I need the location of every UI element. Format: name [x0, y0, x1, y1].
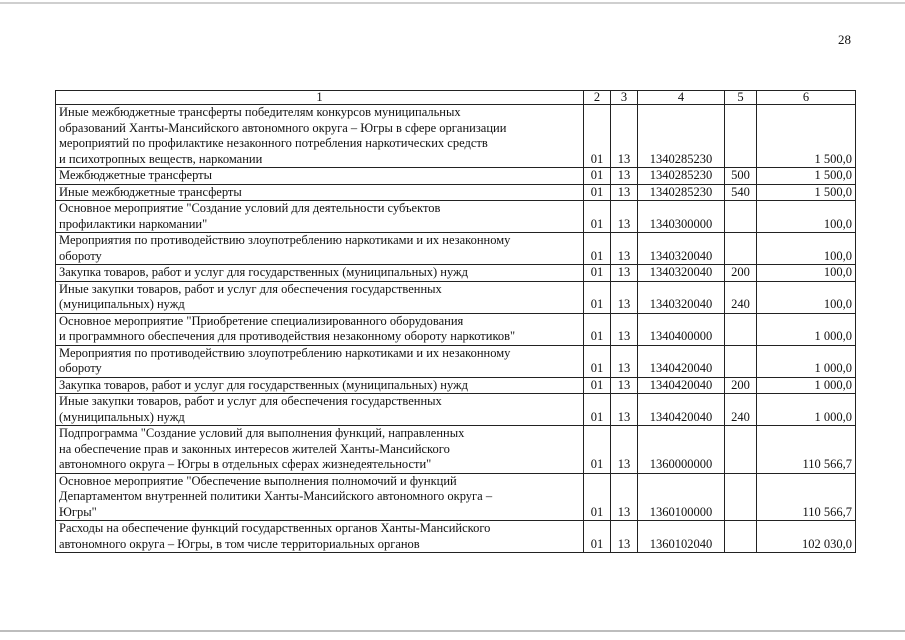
table-row — [56, 105, 856, 168]
row-amount: 100,0 — [757, 233, 856, 265]
row-subsection-code: 13 — [611, 184, 638, 201]
row-subsection-code: 13 — [611, 394, 638, 426]
row-amount: 100,0 — [757, 281, 856, 313]
table-row — [56, 377, 856, 394]
row-section-code: 01 — [584, 201, 611, 233]
row-description: Подпрограмма "Создание условий для выполнения функций, направленных на обеспечение прав и законных интересов жителей Ханты-Мансийского автономного округа – Югры в отдельных сферах жизнедеятельности" — [56, 426, 584, 474]
row-description: Иные закупки товаров, работ и услуг для обеспечения государственных (муниципальных) нужд — [56, 394, 584, 426]
table-row — [56, 281, 856, 313]
column-header-2: 2 — [584, 91, 611, 105]
row-subsection-code: 13 — [611, 105, 638, 168]
table-row — [56, 394, 856, 426]
row-amount: 1 000,0 — [757, 345, 856, 377]
row-expense-type — [725, 201, 757, 233]
row-target-article: 1340285230 — [638, 184, 725, 201]
row-target-article: 1340420040 — [638, 377, 725, 394]
row-target-article: 1340320040 — [638, 281, 725, 313]
row-target-article: 1340285230 — [638, 105, 725, 168]
page-number: 28 — [838, 32, 851, 47]
table-header-row — [56, 91, 856, 105]
table-row — [56, 168, 856, 185]
row-target-article: 1340300000 — [638, 201, 725, 233]
row-subsection-code: 13 — [611, 313, 638, 345]
column-header-4: 4 — [638, 91, 725, 105]
row-section-code: 01 — [584, 377, 611, 394]
row-section-code: 01 — [584, 426, 611, 474]
row-section-code: 01 — [584, 105, 611, 168]
row-description: Закупка товаров, работ и услуг для государственных (муниципальных) нужд — [56, 377, 584, 394]
row-section-code: 01 — [584, 281, 611, 313]
row-section-code: 01 — [584, 265, 611, 282]
row-target-article: 1360102040 — [638, 521, 725, 553]
row-subsection-code: 13 — [611, 233, 638, 265]
row-amount: 1 500,0 — [757, 184, 856, 201]
row-amount: 1 000,0 — [757, 394, 856, 426]
row-subsection-code: 13 — [611, 377, 638, 394]
top-scan-edge — [0, 2, 905, 4]
table-row — [56, 345, 856, 377]
row-amount: 100,0 — [757, 265, 856, 282]
row-section-code: 01 — [584, 394, 611, 426]
row-target-article: 1340420040 — [638, 394, 725, 426]
row-expense-type — [725, 313, 757, 345]
row-target-article: 1340285230 — [638, 168, 725, 185]
row-expense-type — [725, 345, 757, 377]
row-subsection-code: 13 — [611, 265, 638, 282]
row-description: Основное мероприятие "Приобретение специализированного оборудования и программного обеспечения для противодействия незаконному обороту наркотиков" — [56, 313, 584, 345]
row-expense-type: 540 — [725, 184, 757, 201]
row-target-article: 1340320040 — [638, 233, 725, 265]
row-expense-type — [725, 521, 757, 553]
row-expense-type — [725, 426, 757, 474]
row-description: Иные межбюджетные трансферты — [56, 184, 584, 201]
column-header-3: 3 — [611, 91, 638, 105]
row-subsection-code: 13 — [611, 281, 638, 313]
row-subsection-code: 13 — [611, 168, 638, 185]
table-row — [56, 233, 856, 265]
row-description: Межбюджетные трансферты — [56, 168, 584, 185]
row-section-code: 01 — [584, 345, 611, 377]
bottom-scan-edge — [0, 630, 905, 632]
row-description: Иные закупки товаров, работ и услуг для обеспечения государственных (муниципальных) нужд — [56, 281, 584, 313]
row-expense-type: 240 — [725, 394, 757, 426]
row-amount: 102 030,0 — [757, 521, 856, 553]
row-expense-type: 200 — [725, 377, 757, 394]
row-section-code: 01 — [584, 313, 611, 345]
row-target-article: 1360000000 — [638, 426, 725, 474]
column-header-5: 5 — [725, 91, 757, 105]
row-expense-type: 500 — [725, 168, 757, 185]
row-target-article: 1360100000 — [638, 473, 725, 521]
table-row — [56, 201, 856, 233]
row-expense-type — [725, 105, 757, 168]
row-amount: 1 000,0 — [757, 377, 856, 394]
row-amount: 1 500,0 — [757, 105, 856, 168]
row-subsection-code: 13 — [611, 473, 638, 521]
row-description: Закупка товаров, работ и услуг для государственных (муниципальных) нужд — [56, 265, 584, 282]
budget-table — [55, 90, 856, 553]
row-description: Основное мероприятие "Обеспечение выполнения полномочий и функций Департаментом внутренней политики Ханты-Мансийского автономного округа – Югры" — [56, 473, 584, 521]
table-row — [56, 265, 856, 282]
row-section-code: 01 — [584, 521, 611, 553]
row-subsection-code: 13 — [611, 426, 638, 474]
row-amount: 110 566,7 — [757, 426, 856, 474]
row-description: Мероприятия по противодействию злоупотреблению наркотиками и их незаконному обороту — [56, 233, 584, 265]
row-target-article: 1340420040 — [638, 345, 725, 377]
row-target-article: 1340400000 — [638, 313, 725, 345]
row-expense-type: 200 — [725, 265, 757, 282]
row-subsection-code: 13 — [611, 201, 638, 233]
row-description: Мероприятия по противодействию злоупотреблению наркотиками и их незаконному обороту — [56, 345, 584, 377]
row-description: Основное мероприятие "Создание условий для деятельности субъектов профилактики наркомании" — [56, 201, 584, 233]
row-description: Иные межбюджетные трансферты победителям конкурсов муниципальных образований Ханты-Мансийского автономного округа – Югры в сфере организации мероприятий по профилактике незаконного потребления наркотических средств и психотропных веществ, наркомании — [56, 105, 584, 168]
row-section-code: 01 — [584, 473, 611, 521]
row-target-article: 1340320040 — [638, 265, 725, 282]
row-section-code: 01 — [584, 233, 611, 265]
budget-table-body — [56, 91, 856, 553]
column-header-6: 6 — [757, 91, 856, 105]
row-expense-type: 240 — [725, 281, 757, 313]
table-row — [56, 426, 856, 474]
row-subsection-code: 13 — [611, 345, 638, 377]
row-expense-type — [725, 473, 757, 521]
table-row — [56, 184, 856, 201]
row-amount: 110 566,7 — [757, 473, 856, 521]
row-amount: 1 500,0 — [757, 168, 856, 185]
row-description: Расходы на обеспечение функций государственных органов Ханты-Мансийского автономного округа – Югры, в том числе территориальных органов — [56, 521, 584, 553]
row-expense-type — [725, 233, 757, 265]
table-row — [56, 521, 856, 553]
row-amount: 100,0 — [757, 201, 856, 233]
row-section-code: 01 — [584, 168, 611, 185]
row-section-code: 01 — [584, 184, 611, 201]
row-subsection-code: 13 — [611, 521, 638, 553]
table-row — [56, 473, 856, 521]
column-header-1: 1 — [56, 91, 584, 105]
row-amount: 1 000,0 — [757, 313, 856, 345]
table-row — [56, 313, 856, 345]
